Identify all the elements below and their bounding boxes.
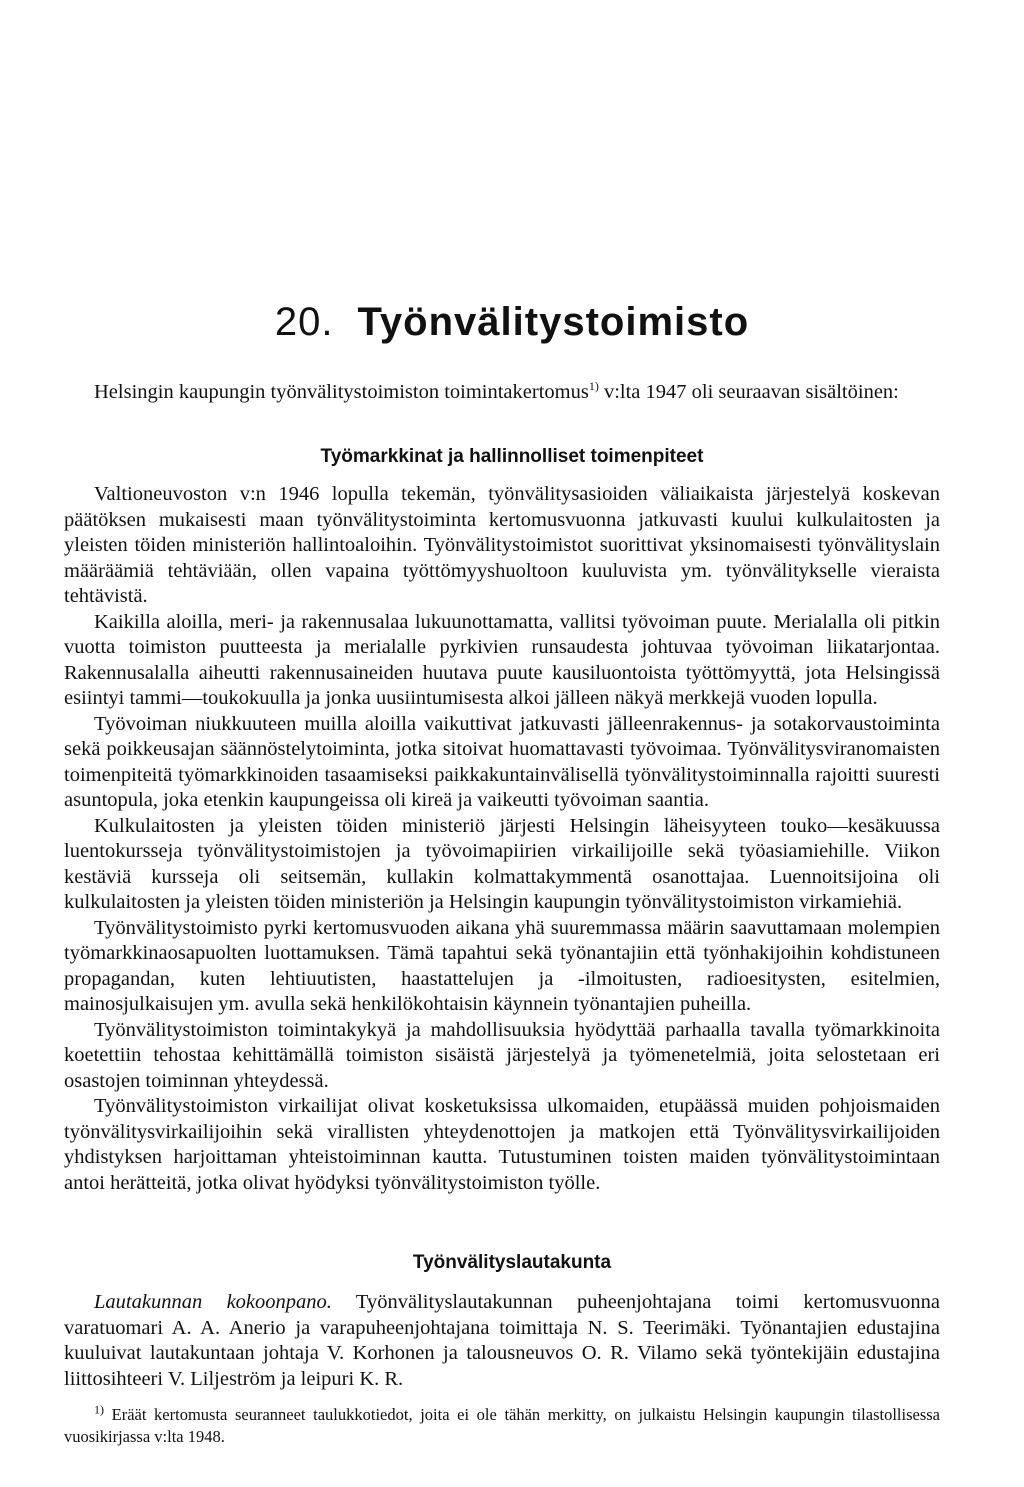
intro-paragraph — [64, 380, 940, 406]
paragraph: Valtioneuvoston v:n 1946 lopulla tekemän, työnvälitysasioiden väliaikaista järjestelyä koskevan päätöksen mukaisesti maan työnvälitystoiminta kertomusvuonna jatkuvasti kuului kulkulaitosten ja yleisten töiden ministeriön hallintoaloihin. Työnvälitystoimistot suorittivat yksinomaisesti työnvälityslain määräämiä tehtäviään, ollen vapaina työttömyyshuoltoon kuuluvista ym. työnvälitykselle vieraista tehtävistä. — [64, 483, 940, 607]
intro-text-before: Helsingin kaupungin työnvälitystoimiston toimintakertomus — [94, 381, 589, 403]
chapter-title — [0, 296, 1024, 348]
footnote — [64, 1404, 940, 1448]
chapter-title-text: Työnvälitystoimisto — [357, 300, 750, 344]
section-body-board — [64, 1290, 940, 1392]
paragraph: Työnvälitystoimiston toimintakykyä ja mahdollisuuksia hyödyttää parhaalla tavalla työmarkkinoita koetettiin tehostaa kehittämällä toimiston sisäistä järjestelyä ja työmenetelmiä, joita selostetaan eri osastojen toiminnan yhteydessä. — [64, 1018, 940, 1092]
chapter-number: 20. — [274, 300, 334, 344]
section-body-labour-market — [64, 482, 940, 1196]
section-heading-board: Työnvälityslautakunta — [412, 1252, 612, 1273]
intro-text-after: v:lta 1947 oli seuraavan sisältöinen: — [598, 381, 899, 403]
footnote-mark: 1) — [94, 1402, 104, 1417]
board-lead-italic: Lautakunnan kokoonpano. — [94, 1291, 332, 1313]
paragraph: Työnvälitystoimisto pyrki kertomusvuoden aikana yhä suuremmassa määrin saavuttamaan molempien työmarkkinaosapuolten luottamuksen. Tämä tapahtui sekä työnantajiin että työnhakijoihin kohdistuneen propagandan, kuten lehtiuutisten, haastattelujen ja -ilmoitusten, radioesitysten, esitelmien, mainosjulkaisujen ym. avulla sekä henkilökohtaisin käynnein työnantajien puheilla. — [64, 916, 940, 1015]
paragraph: Kaikilla aloilla, meri- ja rakennusalaa lukuunottamatta, vallitsi työvoiman puute. Merialalla oli pitkin vuotta toimiston puutteesta ja merialalle pyrkivien runsaudesta johtuvaa työvoiman liikatarjontaa. Rakennusalalla aiheutti rakennusaineiden huutava puute kausiluontoista työttömyyttä, jota Helsingissä esiintyi tammi—toukokuulla ja jonka uusiintumisesta alkoi jälleen näkyä merkkejä vuoden lopulla. — [64, 610, 940, 709]
section-heading-labour-market: Työmarkkinat ja hallinnolliset toimenpiteet — [320, 446, 704, 467]
footnote-text: Eräät kertomusta seuranneet taulukkotiedot, joita ei ole tähän merkitty, on julkaistu Helsingin kaupungin tilastollisessa vuosikirjassa v:lta 1948. — [64, 1405, 940, 1446]
footnote-reference: 1) — [588, 379, 599, 394]
paragraph: Työvoiman niukkuuteen muilla aloilla vaikuttivat jatkuvasti jälleenrakennus- ja sotakorvaustoiminta sekä poikkeusajan säännöstelytoiminta, jotka sitoivat huomattavasti työvoimaa. Työnvälitysviranomaisten toimenpiteitä työmarkkinoiden tasaamiseksi paikkakuntainvälisellä työnvälitystoiminnalla rajoitti suuresti asuntopula, joka etenkin kaupungeissa oli kireä ja vaikeutti työvoiman saantia. — [64, 712, 940, 811]
paragraph: Työnvälitystoimiston virkailijat olivat kosketuksissa ulkomaiden, etupäässä muiden pohjoismaiden työnvälitysvirkailijoihin sekä virallisten yhteydenottojen ja matkojen että Työnvälitysvirkailijoiden yhdistyksen harjoittaman yhteistoiminnan kautta. Tutustuminen toisten maiden työnvälitystoimintaan antoi herätteitä, jotka olivat hyödyksi työnvälitystoimiston työlle. — [64, 1095, 940, 1194]
paragraph: Kulkulaitosten ja yleisten töiden ministeriö järjesti Helsingin läheisyyteen touko—kesäkuussa luentokursseja työnvälitystoimistojen ja työvoimapiirien virkailijoille sekä työasiamiehille. Viikon kestäviä kursseja oli seitsemän, kullakin kolmattakymmentä osanottajaa. Luennoitsijoina oli kulkulaitosten ja yleisten töiden ministeriön ja Helsingin kaupungin työnvälitystoimiston virkamiehiä. — [64, 814, 940, 913]
board-text: Työnvälityslautakunnan puheenjohtajana toimi kertomusvuonna varatuomari A. A. Anerio ja varapuheenjohtajana toimittaja N. S. Teerimäki. Työnantajien edustajina kuuluivat lautakuntaan johtaja V. Korhonen ja talousneuvos O. R. Vilamo sekä työntekijäin edustajina liittosihteeri V. Liljeström ja leipuri K. R. — [64, 1291, 940, 1390]
